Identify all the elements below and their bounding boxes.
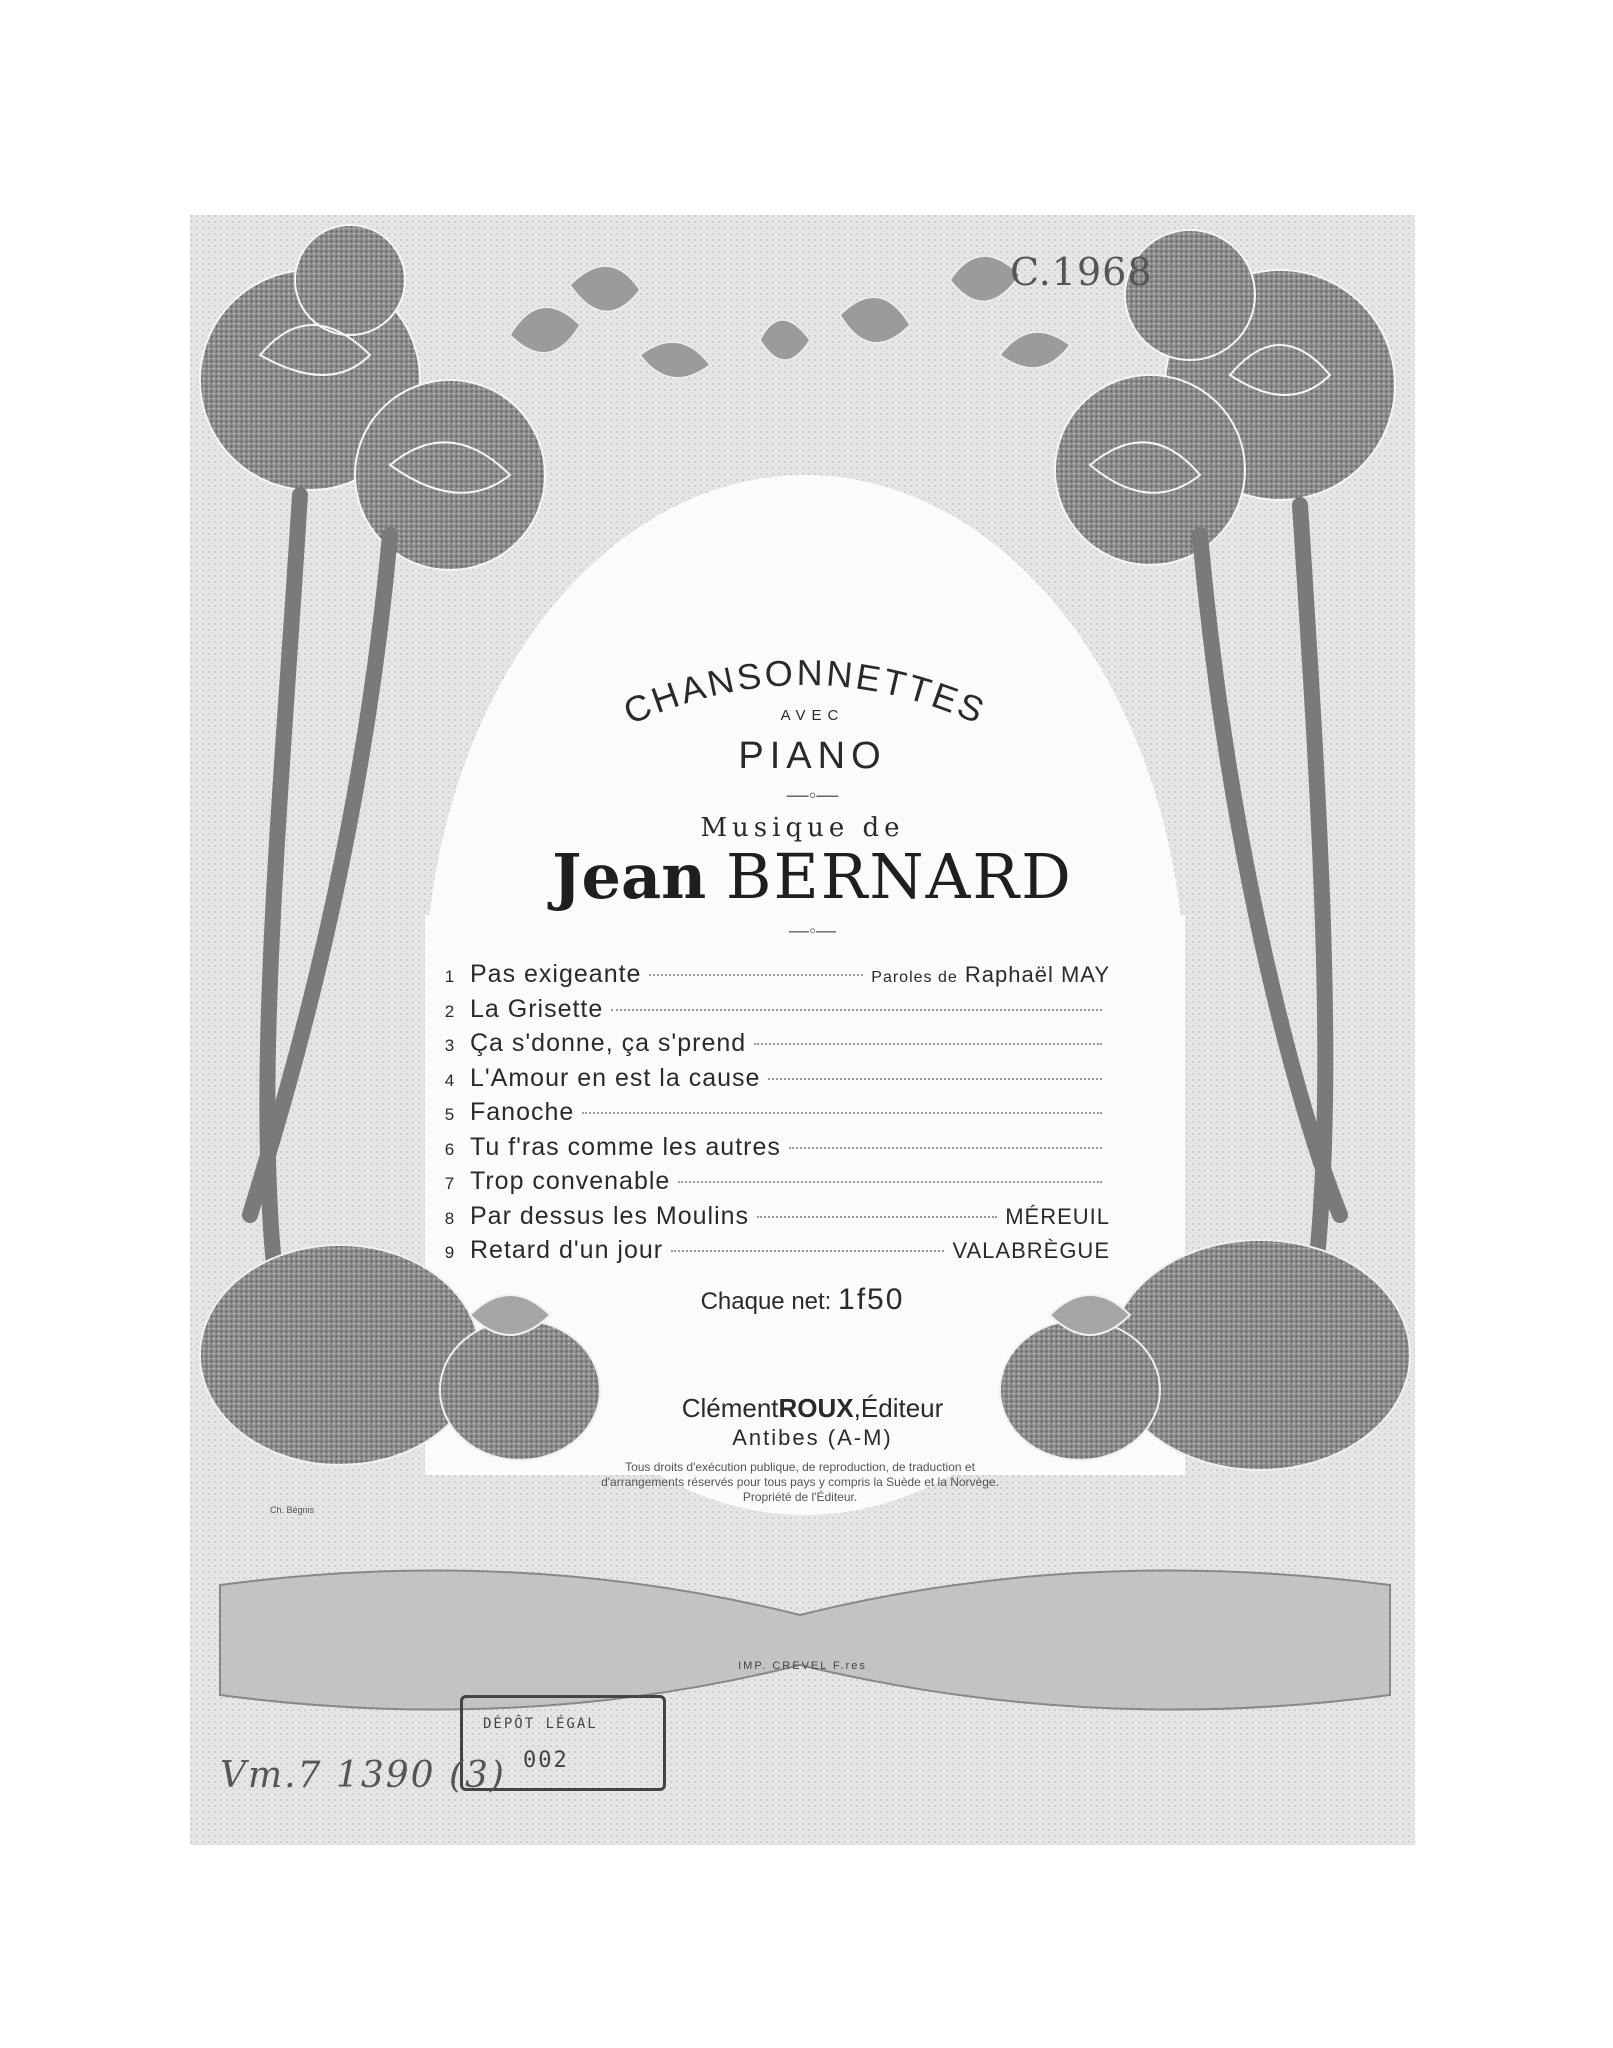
song-row [430, 1167, 1110, 1202]
song-author: MÉREUIL [1005, 1203, 1110, 1229]
instrument-label: PIANO [738, 735, 887, 777]
song-row [430, 995, 1110, 1030]
dot-leader [582, 1112, 1102, 1114]
song-title: Fanoche [470, 1098, 575, 1126]
song-number: 7 [444, 1174, 456, 1193]
author-name: Raphaël MAY [964, 962, 1110, 987]
song-title: Pas exigeante [470, 960, 642, 988]
printer-credit: IMP. CREVEL F.res [738, 1660, 867, 1672]
composer-last-name: BERNARD [725, 840, 1073, 913]
song-title: Par dessus les Moulins [470, 1201, 750, 1230]
song-row [430, 1098, 1110, 1133]
publisher-city: Antibes (A-M) [732, 1425, 893, 1450]
song-author: VALABRÈGUE [952, 1238, 1110, 1263]
publisher-first: Clément [681, 1393, 779, 1423]
stamp-line-2: 002 [523, 1748, 569, 1773]
ornament-divider: —◦— [786, 782, 839, 807]
stamp-line-1: DÉPÔT LÉGAL [483, 1716, 598, 1732]
composer-name [200, 840, 1415, 913]
series-title: CHANSONNETTES [617, 651, 993, 733]
song-number: 3 [444, 1036, 456, 1055]
dot-leader [678, 1181, 1102, 1183]
song-row [430, 960, 1110, 995]
author-prefix: Paroles de [871, 969, 958, 986]
dot-leader [649, 974, 863, 976]
publisher-last: ROUX [778, 1393, 854, 1423]
song-title: Ça s'donne, ça s'prend [470, 1029, 747, 1057]
song-number: 4 [444, 1070, 456, 1090]
dot-leader [768, 1078, 1102, 1080]
song-row [430, 1064, 1110, 1099]
composer-first-name: Jean [552, 840, 707, 913]
avec-label: AVEC [780, 707, 845, 724]
dot-leader [611, 1009, 1102, 1011]
song-number: 5 [444, 1105, 456, 1124]
dot-leader [671, 1250, 944, 1252]
song-title: La Grisette [470, 994, 604, 1023]
price-line [190, 1283, 1415, 1317]
song-row [430, 1202, 1110, 1237]
price-label: Chaque net: [700, 1288, 832, 1315]
song-row [430, 1236, 1110, 1271]
song-author [871, 962, 1110, 988]
musique-de-label: Musique de [700, 813, 905, 843]
shelfmark: Vm.7 1390 (3) [220, 1755, 506, 1796]
dot-leader [789, 1147, 1102, 1149]
catalog-mark: C.1968 [1010, 250, 1153, 294]
rights-notice: Tous droits d'exécution publique, de reproduction, de traduction et d'arrangements réservés pour tous pays y compris la Suède et la Norvège. Propriété de l'Éditeur. [601, 1460, 999, 1504]
illustrator-signature: Ch. Bégnis [270, 1505, 315, 1515]
publisher-name: ClémentROUX,Éditeur [681, 1393, 944, 1423]
price-amount: 1f50 [838, 1283, 905, 1316]
dot-leader [754, 1043, 1102, 1045]
song-title: Tu f'ras comme les autres [470, 1132, 781, 1161]
song-row [430, 1133, 1110, 1168]
song-number: 6 [444, 1139, 456, 1159]
ornament-divider: —◦— [788, 920, 837, 942]
cover-page [190, 215, 1415, 1845]
song-title: Retard d'un jour [470, 1236, 664, 1264]
song-number: 9 [444, 1243, 456, 1262]
song-number: 1 [444, 967, 456, 986]
dot-leader [757, 1216, 997, 1218]
song-title: Trop convenable [470, 1167, 671, 1195]
song-number: 2 [444, 1001, 456, 1021]
song-row [430, 1029, 1110, 1064]
song-title: L'Amour en est la cause [470, 1063, 761, 1092]
publisher-suffix: Éditeur [860, 1393, 944, 1423]
song-list [430, 960, 1110, 1271]
song-number: 8 [444, 1208, 456, 1228]
